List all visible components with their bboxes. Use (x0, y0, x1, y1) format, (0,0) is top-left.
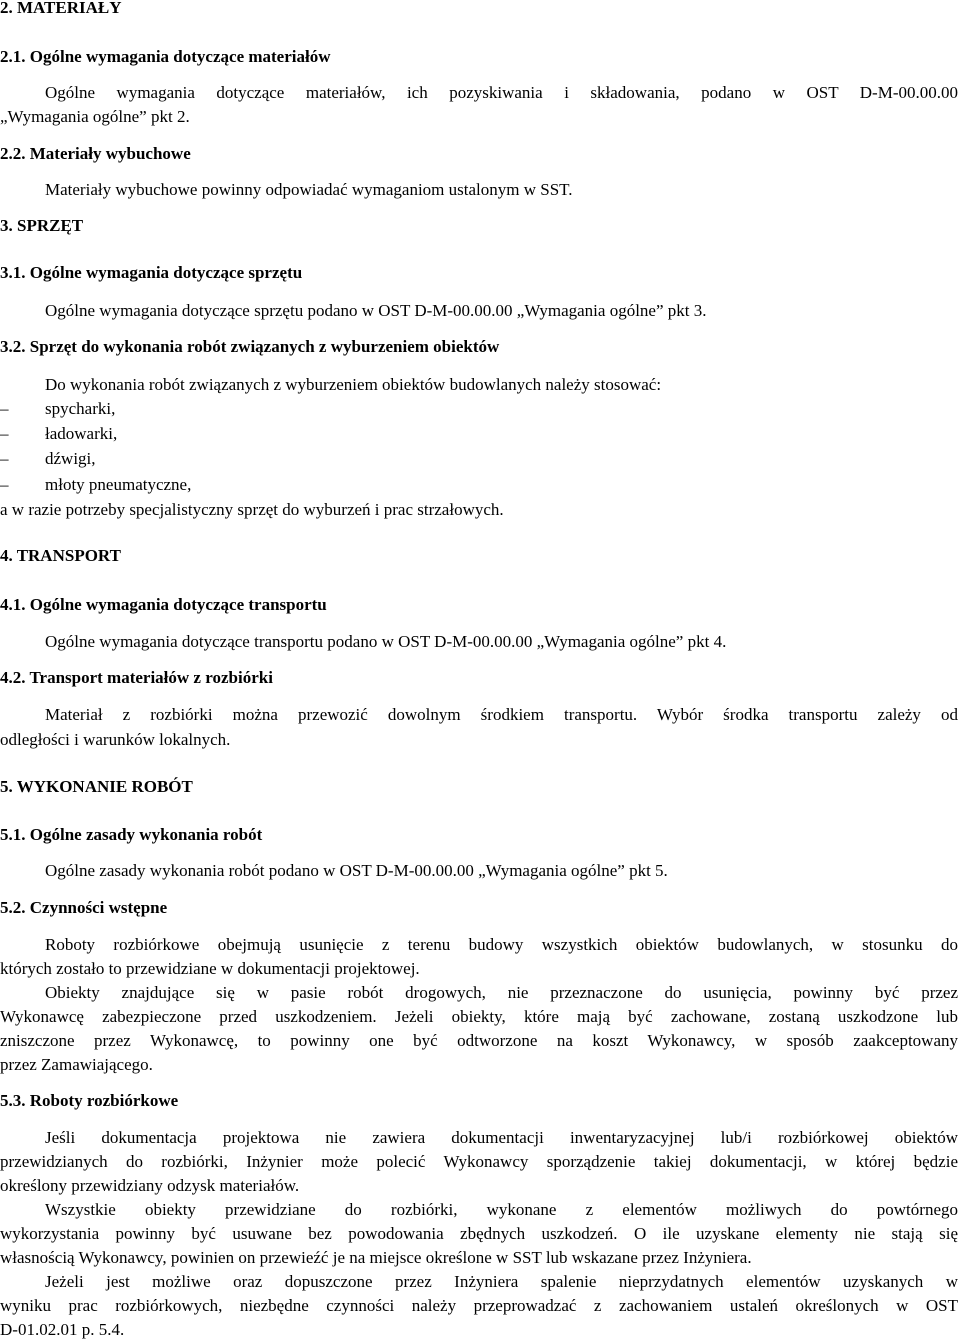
paragraph-line: Ogólne wymagania dotyczące transportu podano w OST D-M-00.00.00 „Wymagania ogólne” pkt 4. (45, 632, 727, 651)
subsection-heading-4-1: 4.1. Ogólne wymagania dotyczące transportu (0, 595, 327, 614)
subsection-heading-3-1: 3.1. Ogólne wymagania dotyczące sprzętu (0, 263, 303, 282)
list-item: spycharki, (45, 399, 116, 418)
list-item: ładowarki, (45, 424, 118, 443)
paragraph-line: „Wymagania ogólne” pkt 2. (0, 107, 190, 126)
paragraph-line: Wszystkie obiekty przewidziane do rozbiórki, wykonane z elementów możliwych do powtórnego (45, 1200, 958, 1219)
paragraph-line: Wykonawcę zabezpieczone przed uszkodzeniem. Jeżeli obiekty, które mają być zachowane, zostaną uszkodzone lub (0, 1007, 958, 1026)
paragraph-line: a w razie potrzeby specjalistyczny sprzęt do wyburzeń i prac strzałowych. (0, 500, 504, 519)
subsection-heading-2-1: 2.1. Ogólne wymagania dotyczące materiałów (0, 47, 331, 66)
paragraph-line: przewidzianych do rozbiórki, Inżynier może polecić Wykonawcy sporządzenie takiej dokumentacji, w której będzie (0, 1152, 958, 1171)
paragraph-line: Ogólne wymagania dotyczące sprzętu podano w OST D-M-00.00.00 „Wymagania ogólne” pkt 3. (45, 301, 707, 320)
paragraph-line: przez Zamawiającego. (0, 1055, 153, 1074)
subsection-heading-5-3: 5.3. Roboty rozbiórkowe (0, 1091, 179, 1110)
paragraph-line: Jeśli dokumentacja projektowa nie zawiera dokumentacji inwentaryzacyjnej lub/i rozbiórkowej obiektów (45, 1128, 958, 1147)
section-heading-transport: 4. TRANSPORT (0, 546, 121, 565)
paragraph-line: Do wykonania robót związanych z wyburzeniem obiektów budowlanych należy stosować: (45, 375, 662, 394)
list-dash: – (0, 449, 9, 468)
paragraph-line: Ogólne zasady wykonania robót podano w OST D-M-00.00.00 „Wymagania ogólne” pkt 5. (45, 861, 668, 880)
list-dash: – (0, 424, 9, 443)
subsection-heading-4-2: 4.2. Transport materiałów z rozbiórki (0, 668, 273, 687)
subsection-heading-5-1: 5.1. Ogólne zasady wykonania robót (0, 825, 263, 844)
list-item: dźwigi, (45, 449, 96, 468)
paragraph-line: wykorzystania powinny być usuwane bez powodowania zbędnych uszkodzeń. O ile uzyskane elementy nie stają się (0, 1224, 958, 1243)
paragraph-line: odległości i warunków lokalnych. (0, 730, 231, 749)
paragraph-line: Roboty rozbiórkowe obejmują usunięcie z terenu budowy wszystkich obiektów budowlanych, w stosunku do (45, 935, 958, 954)
paragraph-line: zniszczone przez Wykonawcę, to powinny one być odtworzone na koszt Wykonawcy, w sposób zaakceptowany (0, 1031, 958, 1050)
subsection-heading-2-2: 2.2. Materiały wybuchowe (0, 144, 191, 163)
section-heading-equipment: 3. SPRZĘT (0, 216, 84, 235)
paragraph-line: których zostało to przewidziane w dokumentacji projektowej. (0, 959, 420, 978)
paragraph-line: Jeżeli jest możliwe oraz dopuszczone przez Inżyniera spalenie nieprzydatnych elementów uzyskanych w (45, 1272, 958, 1291)
paragraph-line: wyniku prac rozbiórkowych, niezbędne czynności należy przeprowadzać z zachowaniem ustaleń określonych w OST (0, 1296, 958, 1315)
section-heading-works: 5. WYKONANIE ROBÓT (0, 777, 193, 796)
paragraph-line: Materiały wybuchowe powinny odpowiadać wymaganiom ustalonym w SST. (45, 180, 573, 199)
paragraph-line: własnością Wykonawcy, powinien on przewieźć je na miejsce określone w SST lub wskazane przez Inżyniera. (0, 1248, 752, 1267)
list-item: młoty pneumatyczne, (45, 475, 192, 494)
subsection-heading-5-2: 5.2. Czynności wstępne (0, 898, 168, 917)
list-dash: – (0, 399, 9, 418)
subsection-heading-3-2: 3.2. Sprzęt do wykonania robót związanych z wyburzeniem obiektów (0, 337, 500, 356)
paragraph-line: Ogólne wymagania dotyczące materiałów, ich pozyskiwania i składowania, podano w OST D-M-00.00.00 (45, 83, 958, 102)
list-dash: – (0, 475, 9, 494)
paragraph-line: Obiekty znajdujące się w pasie robót drogowych, nie przeznaczone do usunięcia, powinny być przez (45, 983, 958, 1002)
section-heading-materials: 2. MATERIAŁY (0, 0, 122, 17)
paragraph-line: określony przewidziany odzysk materiałów. (0, 1176, 300, 1195)
paragraph-line: Materiał z rozbiórki można przewozić dowolnym środkiem transportu. Wybór środka transportu zależy od (45, 705, 958, 724)
paragraph-line: D-01.02.01 p. 5.4. (0, 1320, 125, 1339)
